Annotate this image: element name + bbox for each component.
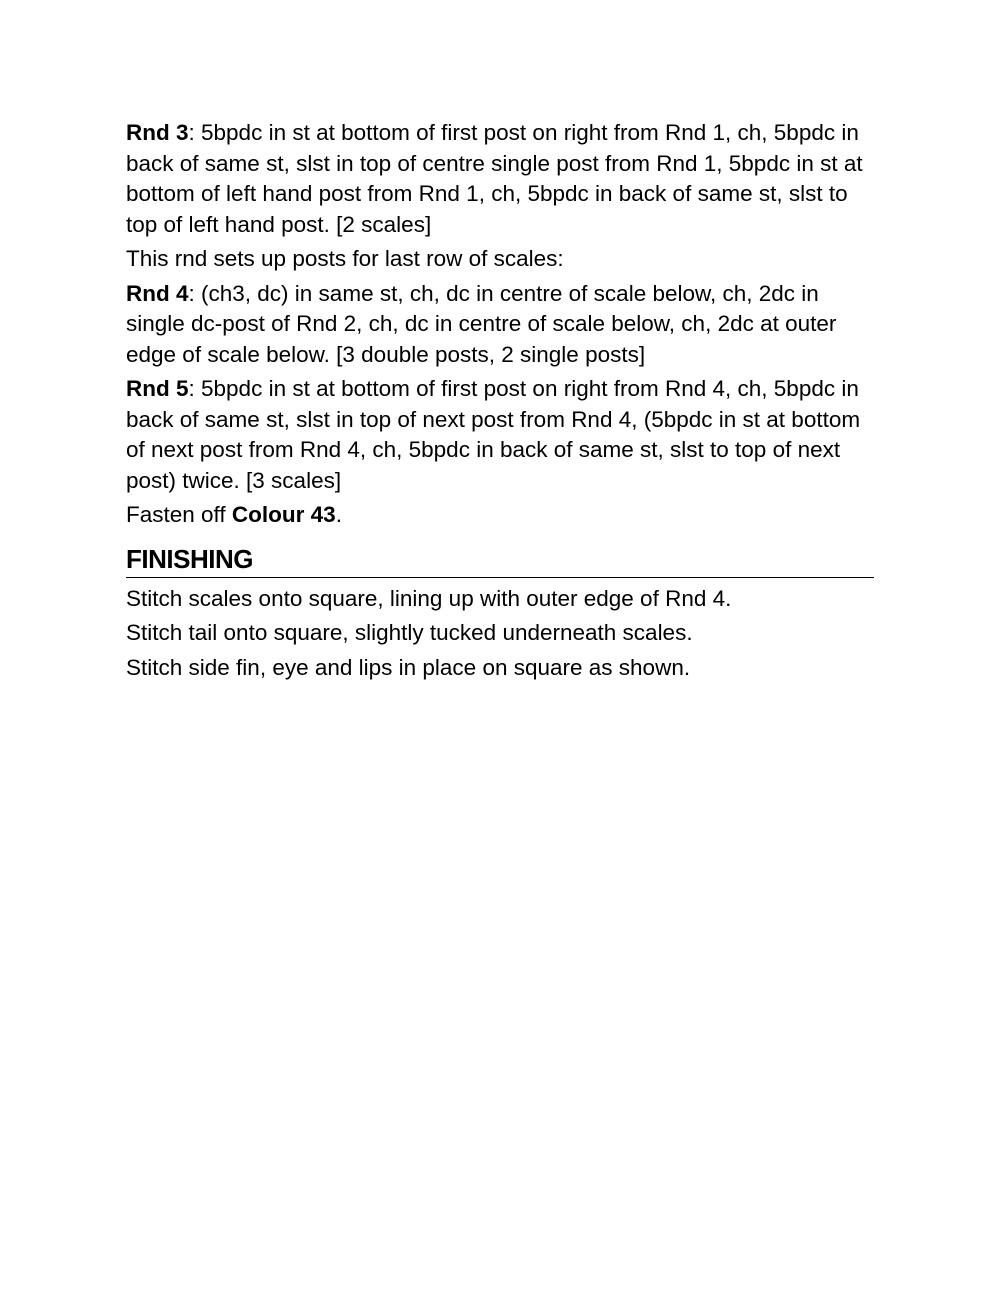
- document-page: [126, 118, 876, 687]
- setup-note: This rnd sets up posts for last row of scales:: [126, 246, 564, 271]
- finishing-heading: FINISHING: [126, 543, 253, 574]
- round-4-label: Rnd 4: [126, 280, 189, 306]
- colour-name: Colour 43: [231, 502, 336, 527]
- finishing-line-1: Stitch scales onto square, lining up with outer edge of Rnd 4.: [126, 585, 732, 611]
- finishing-heading-block: [126, 543, 874, 578]
- round-5-text: : 5bpdc in st at bottom of first post on right from Rnd 4, ch, 5bpdc in back of same st, slst in top of next post from Rnd 4, (5bpdc in st at bottom of next post from Rnd 4, ch, 5bpdc in back of same st, slst to top of next post) twice. [3 scales]: [126, 376, 861, 493]
- round-4-paragraph: [126, 279, 876, 371]
- round-5-paragraph: [126, 374, 876, 496]
- fasten-off-line: [126, 500, 876, 531]
- finishing-line-2: Stitch tail onto square, slightly tucked underneath scales.: [126, 620, 693, 645]
- fasten-off-prefix: Fasten off: [126, 502, 232, 527]
- round-4-text: : (ch3, dc) in same st, ch, dc in centre of scale below, ch, 2dc in single dc-post of Rnd 2, ch, dc in centre of scale below, ch, 2dc at outer edge of scale below. [3 double posts, 2 single posts]: [126, 280, 837, 367]
- fasten-off-suffix: .: [335, 502, 342, 527]
- round-3-label: Rnd 3: [126, 120, 189, 145]
- finishing-line-3: Stitch side fin, eye and lips in place on square as shown.: [126, 654, 691, 680]
- round-3-text: : 5bpdc in st at bottom of first post on right from Rnd 1, ch, 5bpdc in back of same st, slst in top of centre single post from Rnd 1, 5bpdc in st at bottom of left hand post from Rnd 1, ch, 5bpdc in back of same st, slst to top of left hand post. [2 scales]: [126, 120, 863, 237]
- round-3-paragraph: [126, 118, 876, 240]
- round-5-label: Rnd 5: [126, 376, 189, 401]
